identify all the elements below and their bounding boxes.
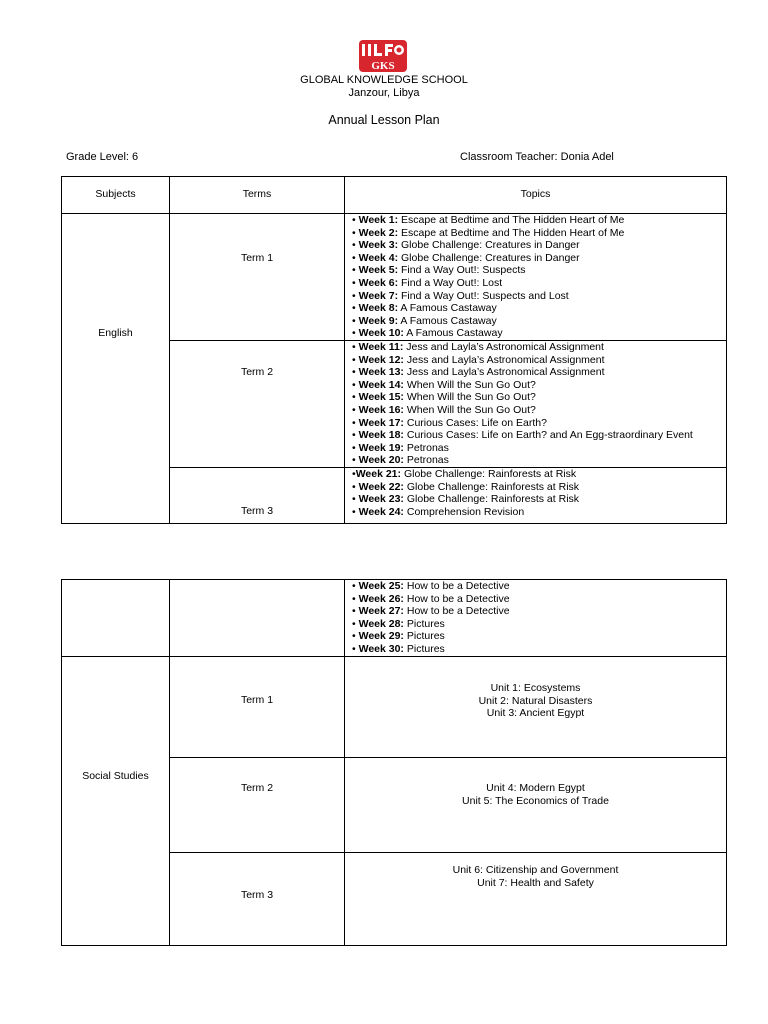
- english-term2-label: Term 2: [170, 341, 345, 468]
- week-item: • Week 18: Curious Cases: Life on Earth? and An Egg-straordinary Event: [352, 429, 693, 442]
- week-item: • Week 8: A Famous Castaway: [352, 302, 497, 315]
- unit-item: Unit 5: The Economics of Trade: [462, 794, 609, 807]
- english-term1-weeks: [345, 214, 727, 341]
- week-item: • Week 15: When Will the Sun Go Out?: [352, 391, 536, 404]
- unit-item: Unit 6: Citizenship and Government: [452, 864, 619, 876]
- unit-item: Unit 2: Natural Disasters: [478, 694, 593, 707]
- school-logo: [359, 40, 407, 72]
- subject-social-studies: Social Studies: [62, 657, 170, 946]
- week-item: • Week 20: Petronas: [352, 454, 449, 467]
- blank-subject-cell: [62, 580, 170, 657]
- week-item: • Week 5: Find a Way Out!: Suspects: [352, 264, 526, 277]
- document-title: Annual Lesson Plan: [328, 113, 440, 127]
- subject-english: English: [62, 214, 170, 524]
- header-topics: Topics: [345, 177, 727, 214]
- table-header-row: [62, 177, 727, 214]
- social-studies-term3-units: [345, 853, 727, 946]
- social-studies-term2-label: Term 2: [170, 758, 345, 853]
- week-item: • Week 6: Find a Way Out!: Lost: [352, 276, 503, 289]
- week-item: •Week 21: Globe Challenge: Rainforests at Risk: [352, 468, 577, 480]
- week-item: • Week 16: When Will the Sun Go Out?: [352, 403, 536, 416]
- english-term1-label: Term 1: [170, 214, 345, 341]
- week-item: • Week 9: A Famous Castaway: [352, 314, 497, 327]
- grade-level: Grade Level: 6: [66, 151, 139, 163]
- school-name: GLOBAL KNOWLEDGE SCHOOL: [300, 74, 468, 86]
- classroom-teacher: Classroom Teacher: Donia Adel: [460, 151, 614, 163]
- header-terms: Terms: [170, 177, 345, 214]
- week-item: • Week 27: How to be a Detective: [352, 605, 510, 618]
- week-item: • Week 3: Globe Challenge: Creatures in Danger: [352, 239, 580, 252]
- week-item: • Week 1: Escape at Bedtime and The Hidden Heart of Me: [352, 214, 625, 226]
- social-studies-term1-units: [345, 657, 727, 758]
- week-item: • Week 13: Jess and Layla’s Astronomical Assignment: [352, 366, 605, 379]
- svg-text:GKS: GKS: [371, 60, 395, 72]
- english-term3-weeks: [345, 468, 727, 524]
- social-studies-term2-units: [345, 758, 727, 853]
- english-term3-continued-row: [62, 580, 727, 657]
- week-item: • Week 4: Globe Challenge: Creatures in Danger: [352, 251, 580, 264]
- week-item: • Week 7: Find a Way Out!: Suspects and Lost: [352, 289, 569, 302]
- unit-item: Unit 7: Health and Safety: [477, 876, 594, 889]
- week-item: • Week 14: When Will the Sun Go Out?: [352, 378, 536, 391]
- english-term3-label: Term 3: [170, 468, 345, 524]
- week-item: • Week 24: Comprehension Revision: [352, 505, 525, 518]
- week-item: • Week 11: Jess and Layla’s Astronomical Assignment: [352, 341, 604, 353]
- week-item: • Week 19: Petronas: [352, 441, 449, 454]
- english-lesson-table: [61, 176, 727, 524]
- social-studies-term1-row: [62, 657, 727, 758]
- week-item: • Week 10: A Famous Castaway: [352, 327, 503, 340]
- social-studies-term1-label: Term 1: [170, 657, 345, 758]
- week-item: • Week 29: Pictures: [352, 630, 445, 643]
- unit-item: Unit 3: Ancient Egypt: [486, 707, 585, 720]
- unit-item: Unit 1: Ecosystems: [490, 682, 581, 694]
- week-item: • Week 30: Pictures: [352, 642, 445, 655]
- english-term2-weeks: [345, 341, 727, 468]
- social-studies-lesson-table: [61, 579, 727, 946]
- week-item: • Week 22: Globe Challenge: Rainforests at Risk: [352, 480, 580, 493]
- english-term3-continued-weeks: [345, 580, 727, 657]
- week-item: • Week 17: Curious Cases: Life on Earth?: [352, 416, 547, 429]
- week-item: • Week 26: How to be a Detective: [352, 592, 510, 605]
- week-item: • Week 28: Pictures: [352, 617, 445, 630]
- week-item: • Week 12: Jess and Layla’s Astronomical Assignment: [352, 353, 605, 366]
- social-studies-term3-label: Term 3: [170, 853, 345, 946]
- week-item: • Week 25: How to be a Detective: [352, 580, 510, 592]
- week-item: • Week 23: Globe Challenge: Rainforests at Risk: [352, 493, 580, 506]
- school-location: Janzour, Libya: [348, 87, 420, 99]
- blank-term-cell: [170, 580, 345, 657]
- week-item: • Week 2: Escape at Bedtime and The Hidden Heart of Me: [352, 226, 625, 239]
- english-term1-row: [62, 214, 727, 341]
- header-subjects: Subjects: [62, 177, 170, 214]
- unit-item: Unit 4: Modern Egypt: [486, 782, 585, 794]
